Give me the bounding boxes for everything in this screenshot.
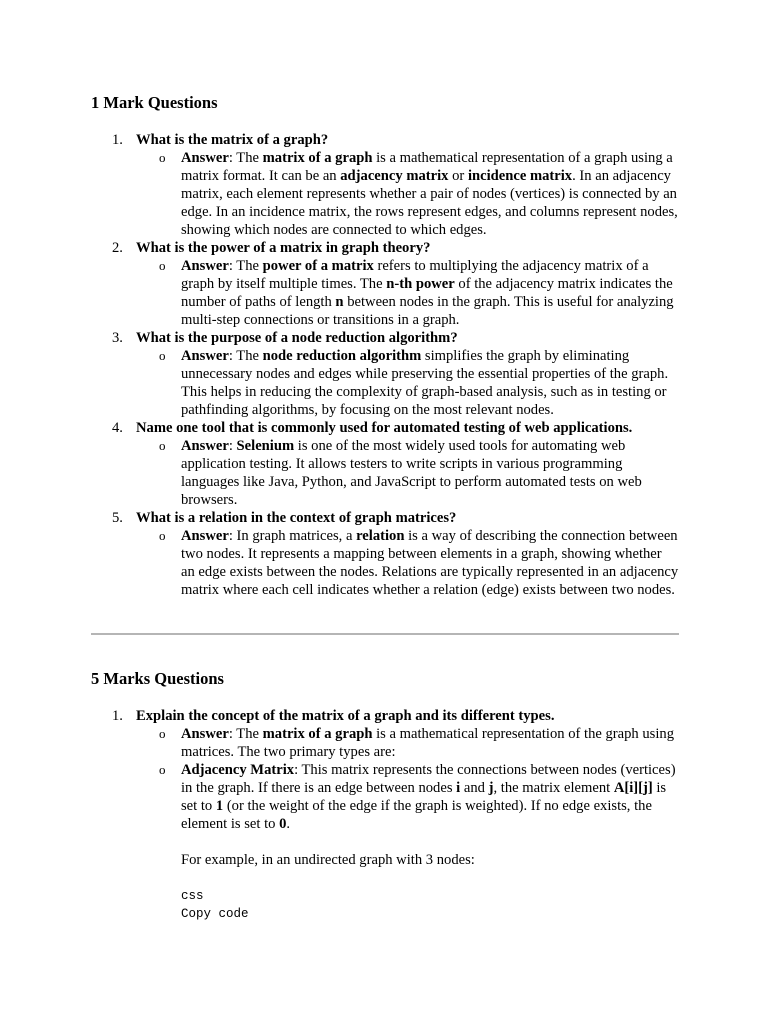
adjacency-term: j [488, 780, 494, 796]
answer-text: is a way of describing the connection between two nodes. It represents a mapping between elements in a graph, showing whether an edge exists between the nodes. Relations are typically represented in an adjacency matrix where each cell indicates whether a relation (edge) exists between two nodes. [181, 528, 679, 598]
adjacency-term: A[i][j] [613, 780, 653, 796]
answer-label: Answer [181, 438, 229, 454]
answer-term: Selenium [236, 438, 295, 454]
answer-term: relation [356, 528, 405, 544]
answer-term: node reduction algorithm [262, 348, 422, 364]
bullet-icon: o [159, 258, 166, 273]
question-text: What is the power of a matrix in graph theory? [136, 240, 431, 256]
example-text: For example, in an undirected graph with 3 nodes: [181, 852, 475, 868]
one-mark-question-list [91, 131, 679, 599]
question-text: What is a relation in the context of graph matrices? [136, 510, 457, 526]
adjacency-text: and [460, 780, 489, 796]
adjacency-term: 0 [279, 816, 287, 832]
question-text: Explain the concept of the matrix of a graph and its different types. [136, 708, 555, 724]
bullet-icon: o [159, 438, 166, 453]
question-number: 1. [112, 708, 123, 724]
answer-label: Answer [181, 528, 229, 544]
bullet-icon: o [159, 528, 166, 543]
adjacency-matrix-item [159, 761, 679, 923]
adjacency-term: 1 [215, 798, 224, 814]
answer-text: : [228, 438, 237, 454]
section-divider [91, 633, 679, 635]
question-item [91, 131, 679, 239]
answer-label: Answer [181, 348, 229, 364]
five-marks-question-list [91, 707, 679, 923]
answer-text: between nodes in the graph. This is useful for analyzing multi-step connections or transitions in a graph. [181, 294, 674, 328]
paragraph-spacer [181, 833, 679, 851]
answer-term: n [335, 294, 344, 310]
answer-term: matrix of a graph [262, 726, 373, 742]
answer-term: adjacency matrix [340, 168, 449, 184]
answer-term: power of a matrix [262, 258, 374, 274]
answer-text: is a mathematical representation of the graph using matrices. The two primary types are: [181, 726, 674, 760]
answer-item [159, 149, 679, 239]
bullet-icon: o [159, 150, 166, 165]
answer-text: simplifies the graph by eliminating unnecessary nodes and edges while preserving the essential properties of the graph. This helps in reducing the complexity of graph-based analysis, such as in testing or pathfinding algorithms, by focusing on the most relevant nodes. [181, 348, 669, 418]
answer-label: Answer [181, 726, 229, 742]
answer-label: Answer [181, 258, 229, 274]
copy-code-button[interactable]: Copy code [181, 907, 249, 921]
question-item [91, 329, 679, 419]
question-text: Name one tool that is commonly used for automated testing of web applications. [136, 420, 633, 436]
answer-text: : The [228, 348, 263, 364]
question-item [91, 509, 679, 599]
bullet-icon: o [159, 348, 166, 363]
adjacency-text: is set to [181, 780, 667, 814]
adjacency-text: . [286, 816, 291, 832]
answer-item [159, 725, 679, 761]
answer-text: : In graph matrices, a [228, 528, 357, 544]
bullet-icon: o [159, 726, 166, 741]
question-number: 1. [112, 132, 123, 148]
bullet-icon: o [159, 762, 166, 777]
answer-text: refers to multiplying the adjacency matrix of a graph by itself multiple times. The [181, 258, 649, 292]
answer-text: : The [228, 726, 263, 742]
question-item [91, 239, 679, 329]
adjacency-term: i [456, 780, 461, 796]
answer-item [159, 437, 679, 509]
answer-text: is one of the most widely used tools for automating web application testing. It allows testers to write scripts in various programming languages like Java, Python, and JavaScript to perform automated tests on web browsers. [181, 438, 642, 508]
adjacency-text: : This matrix represents the connections between nodes (vertices) in the graph. If there is an edge between nodes [181, 762, 676, 796]
paragraph-spacer [181, 869, 679, 887]
section-heading-1-mark: 1 Mark Questions [91, 93, 218, 112]
section-heading-5-marks: 5 Marks Questions [91, 669, 224, 688]
question-text: What is the purpose of a node reduction algorithm? [136, 330, 458, 346]
question-number: 2. [112, 240, 123, 256]
answer-text: . In an adjacency matrix, each element represents whether a pair of nodes (vertices) is connected by an edge. In an incidence matrix, the rows represent edges, and columns represent nodes, showing which nodes are connected to which edges. [181, 168, 678, 238]
answer-term: incidence matrix [467, 168, 573, 184]
question-number: 4. [112, 420, 123, 436]
answer-item [159, 527, 679, 599]
answer-text: or [448, 168, 468, 184]
answer-text: : The [228, 150, 263, 166]
adjacency-text: , the matrix element [493, 780, 614, 796]
question-text: What is the matrix of a graph? [136, 132, 329, 148]
question-item [91, 707, 679, 923]
answer-text: is a mathematical representation of a graph using a matrix format. It can be an [181, 150, 673, 184]
answer-item [159, 257, 679, 329]
adjacency-text: (or the weight of the edge if the graph is weighted). If no edge exists, the element is set to [181, 798, 652, 832]
answer-text: of the adjacency matrix indicates the number of paths of length [181, 276, 673, 310]
answer-text: : The [228, 258, 263, 274]
answer-item [159, 347, 679, 419]
answer-term: matrix of a graph [262, 150, 373, 166]
adjacency-label: Adjacency Matrix [181, 762, 295, 778]
answer-term: n-th power [386, 276, 455, 292]
question-number: 5. [112, 510, 123, 526]
question-number: 3. [112, 330, 123, 346]
question-item [91, 419, 679, 509]
answer-label: Answer [181, 150, 229, 166]
code-language-label: css [181, 889, 204, 903]
